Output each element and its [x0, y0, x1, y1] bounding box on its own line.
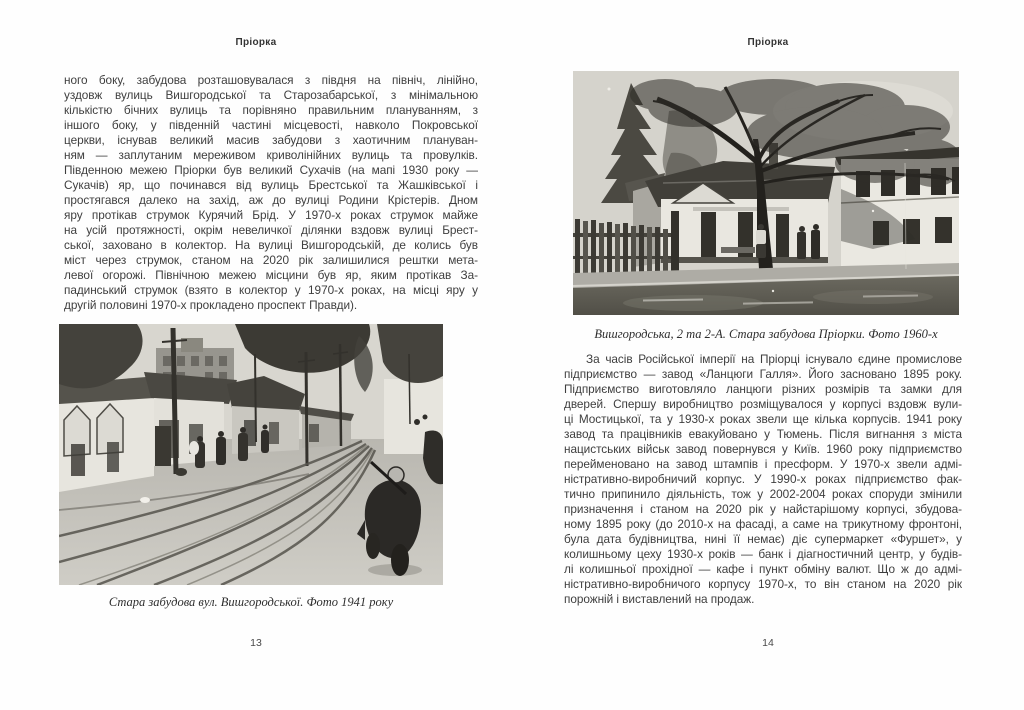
text-line: ному 1895 року (до 2010-х на фасаді, а саме на трикутному фронтоні, — [564, 517, 962, 531]
text-line: підприємство — завод «Ланцюги Галля». Його засновано 1895 року. — [564, 367, 962, 381]
text-line: тично припинило діяльність, тож у 2002-2004 роках споруди змінили — [564, 487, 962, 501]
photo1-basket — [175, 468, 187, 476]
photo1-paper-scrap — [140, 497, 150, 503]
page-number-right: 14 — [762, 637, 774, 649]
text-line: колишньому цеху 1930-х років — банк і діагностичний центр, у будів- — [564, 547, 962, 561]
page-number-left: 13 — [250, 637, 262, 649]
text-line: призначення і станом на 2020 рік у найстарішому корпусі, збудова- — [564, 502, 962, 516]
text-line: іншого боку, у південній частині місцевості, навколо Покровської — [64, 118, 478, 132]
text-line: лі колишньої прохідної — кафе і пункт обміну валют. Що ж до адмі- — [564, 562, 962, 576]
text-line: простягався далеко на захід, аж до вулиці Родини Крістерів. Дном — [64, 193, 478, 207]
text-line: була дата будівництва, нині її немає) діє супермаркет «Фуршет», у — [564, 532, 962, 546]
street-photo-1941 — [59, 324, 443, 585]
text-line: дверей. Спершу виробництво розміщувалося у корпусі вздовж вули- — [564, 397, 962, 411]
text-line: другій половині 1970-х прокладено проспект Правди). — [64, 298, 358, 312]
text-line: яру протікав струмок Курячий Брід. У 1970-х роках струмок майже — [64, 208, 478, 222]
photo-caption-right: Вишгородська, 2 та 2-А. Стара забудова Пріорки. Фото 1960-х — [594, 327, 938, 341]
running-header-left: Пріорка — [235, 37, 277, 48]
running-header-right: Пріорка — [747, 37, 789, 48]
text-line: ністративно-виробничий корпус. У 1990-х роках підприємство фак- — [564, 472, 962, 486]
text-line: перейменовано на завод штампів і пресформ. У 1970-х звели адмі- — [564, 457, 962, 471]
right-page-body-text — [564, 352, 962, 607]
text-line: ської, заховано в колектор. На вулиці Вишгородській, де колись був — [64, 238, 478, 252]
text-line: церкви, існував великий масив забудови з хаотичним плануван- — [64, 133, 478, 147]
text-line: нацистських військ завод повернувся у Київ. 1960 року підприємство — [564, 442, 962, 456]
text-line: ці Мостицької, та у 1930-х роках звели ще кілька корпусів. 1941 року — [564, 412, 962, 426]
text-line: ністративно-виробничого корпусу 1970-х, то він станом на 2020 рік — [564, 577, 962, 591]
street-photo-1960s — [573, 71, 959, 315]
text-line: Сукачів) яр, що починався від вулиць Брестської та Жашківської і — [64, 178, 478, 192]
photo-caption-left: Стара забудова вул. Вишгородської. Фото 1941 року — [108, 595, 394, 609]
text-line: Підприємство виготовляло ланцюги різних розмірів та замки для — [564, 382, 962, 396]
text-line: порожній і виставлений на продаж. — [564, 592, 755, 606]
text-line: завод та працівників евакуйовано у Тюмень. Після вигнання з міста — [564, 427, 962, 441]
text-line: ного боку, забудова розташовувалася з півдня на північ, лінійно, — [64, 73, 478, 87]
text-line: левої огорожі. Північною межею місцини був яр, яким протікав За- — [64, 268, 478, 282]
text-line: кількістю бічних вулиць та порівняно правильним плануванням, з — [64, 103, 478, 117]
text-line: уздовж вулиць Вишгородської та Старозабарської, з мінімальною — [64, 88, 478, 102]
text-line: ням — заплутаним мереживом криволінійних вулиць та провулків. — [64, 148, 478, 162]
text-line: падинський струмок (взято в колектор у 1970-х роках, на місці яру у — [64, 283, 478, 297]
text-line: За часів Російської імперії на Пріорці існувало єдине промислове — [586, 352, 962, 366]
photo1-kiosk — [155, 426, 171, 466]
text-line: Південною межею Пріорки був великий Сухачів (на мапі 1930 року — — [64, 163, 478, 177]
text-line: міст через струмок, станом на 2020 рік залишилися рештки мета- — [64, 253, 478, 267]
text-line: на усій протяжності, окрім невеличкої ділянки вздовж вулиці Брест- — [64, 223, 478, 237]
left-page-body-text — [64, 73, 478, 313]
